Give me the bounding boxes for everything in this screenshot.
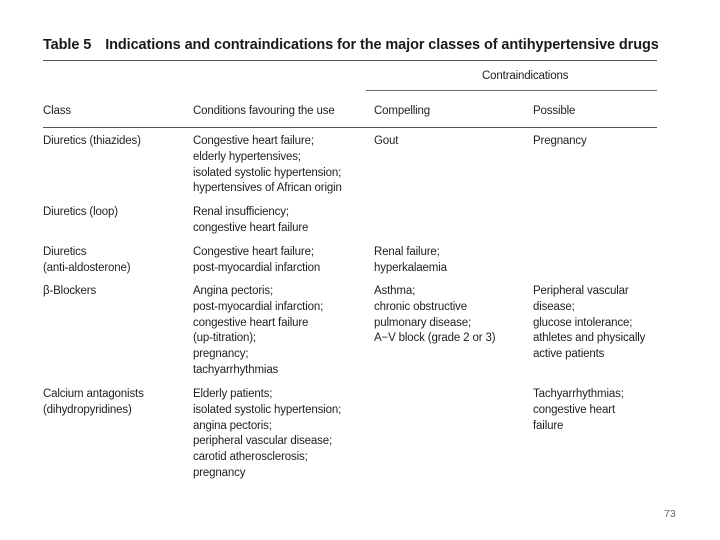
column-header-compelling: Compelling — [374, 105, 431, 117]
column-header-conditions: Conditions favouring the use — [193, 105, 335, 117]
row-4-possible: Peripheral vascular disease; glucose intolerance; athletes and physically active patients — [533, 285, 646, 361]
contraindications-header: Contraindications — [482, 70, 569, 82]
row-2-class: Diuretics (loop) — [43, 206, 118, 218]
top-rule — [43, 60, 657, 61]
row-1-conditions: Congestive heart failure; elderly hypertensives; isolated systolic hypertension; hypertensives of African origin — [193, 135, 342, 195]
row-3-compelling: Renal failure; hyperkalaemia — [374, 246, 447, 274]
column-header-class: Class — [43, 105, 72, 117]
row-5-class: Calcium antagonists (dihydropyridines) — [43, 388, 144, 416]
row-4-conditions: Angina pectoris; post-myocardial infarction; congestive heart failure (up-titration); pregnancy; tachyarrhythmias — [193, 285, 324, 376]
table-number: Table 5 — [43, 37, 92, 53]
row-1-possible: Pregnancy — [533, 135, 587, 147]
table-title-text: Indications and contraindications for the major classes of antihypertensive drugs — [105, 37, 659, 53]
row-3-conditions: Congestive heart failure; post-myocardial infarction — [193, 246, 321, 274]
column-header-possible: Possible — [533, 105, 576, 117]
row-2-conditions: Renal insufficiency; congestive heart failure — [193, 206, 309, 234]
row-4-compelling: Asthma; chronic obstructive pulmonary disease; A−V block (grade 2 or 3) — [374, 285, 496, 345]
page-number: 73 — [664, 508, 676, 520]
row-5-conditions: Elderly patients; isolated systolic hypertension; angina pectoris; peripheral vascular disease; carotid atherosclerosis; pregnancy — [193, 388, 342, 479]
row-4-class: β-Blockers — [43, 285, 97, 297]
contraindications-rule — [366, 90, 657, 91]
row-5-possible: Tachyarrhythmias; congestive heart failure — [533, 388, 624, 432]
header-rule — [43, 127, 657, 128]
table-title — [43, 37, 659, 53]
row-3-class: Diuretics (anti-aldosterone) — [43, 246, 131, 274]
row-1-compelling: Gout — [374, 135, 399, 147]
row-1-class: Diuretics (thiazides) — [43, 135, 141, 147]
